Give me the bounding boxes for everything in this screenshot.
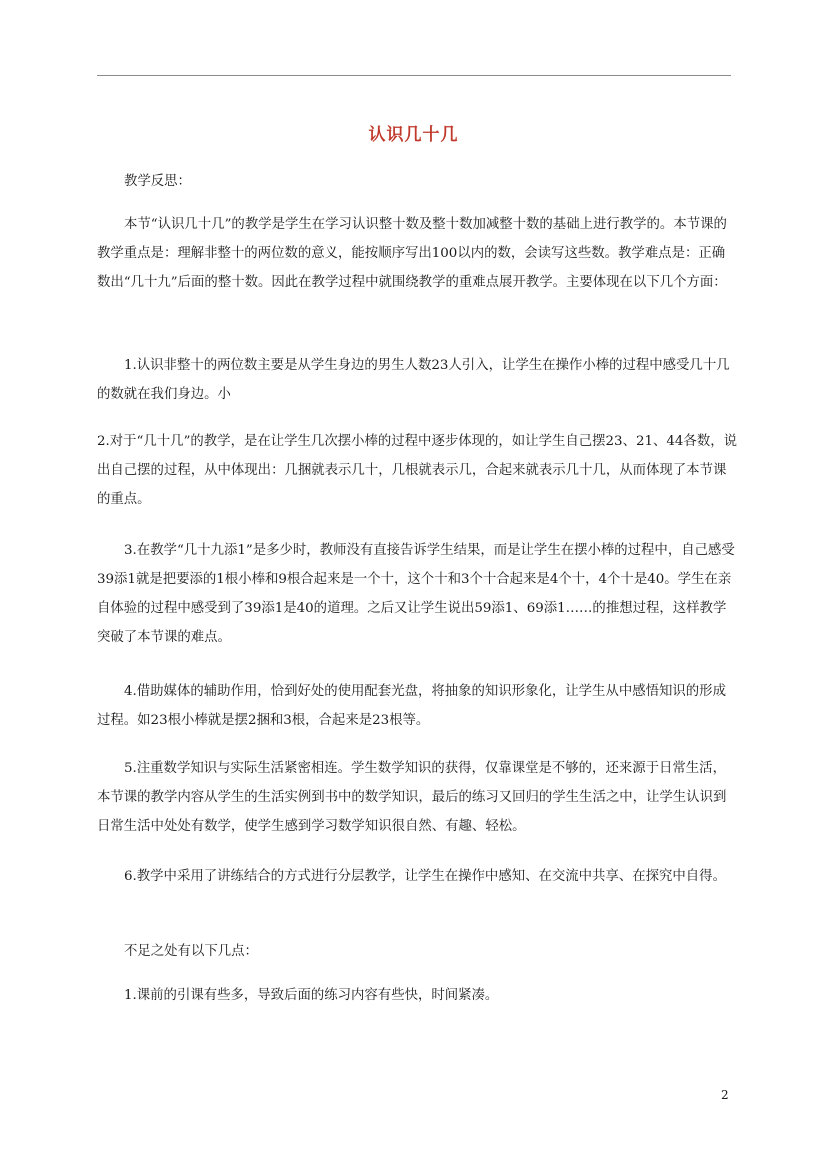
paragraph-point-2: 2.对于“几十几”的教学，是在让学生几次摆小棒的过程中逐步体现的，如让学生自己摆23、21、44各数，说出自己摆的过程，从中体现出：几捆就表示几十，几根就表示几，合起来就表示几十几，从而体现了本节课的重点。 <box>97 434 737 507</box>
paragraph-shortcomings-heading: 不足之处有以下几点： <box>124 944 258 959</box>
page-number: 2 <box>721 1088 729 1102</box>
paragraph-point-4: 4.借助媒体的辅助作用，恰到好处的使用配套光盘，将抽象的知识形象化，让学生从中感悟知识的形成过程。如23根小棒就是摆2捆和3根，合起来是23根等。 <box>97 684 726 728</box>
paragraph-reflection-heading: 教学反思： <box>124 174 191 189</box>
paragraph-point-1: 1.认识非整十的两位数主要是从学生身边的男生人数23人引入，让学生在操作小棒的过程中感受几十几的数就在我们身边。小 <box>97 358 730 402</box>
paragraph-shortcoming-1: 1.课前的引课有些多，导致后面的练习内容有些快，时间紧凑。 <box>124 988 499 1003</box>
paragraph-point-3: 3.在教学“几十九添1”是多少时，教师没有直接告诉学生结果，而是让学生在摆小棒的过程中，自己感受39添1就是把要添的1根小棒和9根合起来是一个十，这个十和3个十合起来是4个十，4个十是40。学生在亲自体验的过程中感受到了39添1是40的道理。之后又让学生说出59添1、69添1……的推想过程，这样教学突破了本节课的难点。 <box>97 543 735 645</box>
header-rule <box>97 75 731 76</box>
paragraph-point-6: 6.教学中采用了讲练结合的方式进行分层教学，让学生在操作中感知、在交流中共享、在探究中自得。 <box>124 869 726 884</box>
document-title: 认识几十几 <box>368 125 459 145</box>
paragraph-point-5: 5.注重数学知识与实际生活紧密相连。学生数学知识的获得，仅靠课堂是不够的，还来源于日常生活，本节课的教学内容从学生的生活实例到书中的数学知识，最后的练习又回归的学生生活之中，让学生认识到日常生活中处处有数学，使学生感到学习数学知识很自然、有趣、轻松。 <box>97 761 727 834</box>
paragraph-intro: 本节“认识几十几”的教学是学生在学习认识整十数及整十数加减整十数的基础上进行教学的。本节课的教学重点是：理解非整十的两位数的意义，能按顺序写出100以内的数，会读写这些数。教学难点是：正确数出“几十九”后面的整十数。因此在教学过程中就围绕教学的重难点展开教学。主要体现在以下几个方面： <box>97 217 727 290</box>
